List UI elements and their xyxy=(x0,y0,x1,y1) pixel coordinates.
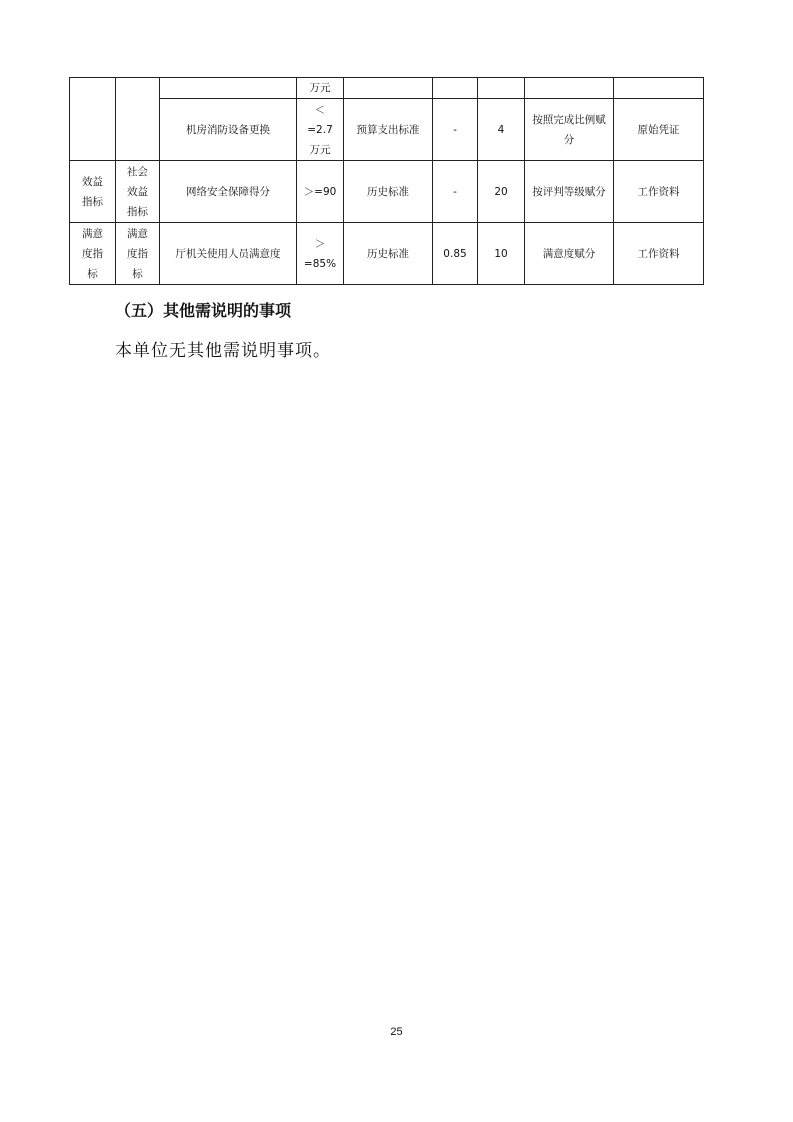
table-row xyxy=(70,78,704,99)
source-cell: 工作资料 xyxy=(614,161,704,223)
indicator-cell: 机房消防设备更换 xyxy=(160,99,297,161)
standard-cell: 历史标准 xyxy=(344,223,433,285)
baseline-cell xyxy=(433,78,478,99)
performance-indicator-table xyxy=(69,77,704,285)
subcategory-cell: 满意 度指 标 xyxy=(116,223,160,285)
table-row xyxy=(70,223,704,285)
subcategory-cell xyxy=(116,78,160,161)
section-body-text: 本单位无其他需说明事项。 xyxy=(115,341,331,361)
target-cell: ＞ =85% xyxy=(297,223,344,285)
method-cell: 按照完成比例赋 分 xyxy=(525,99,614,161)
category-cell xyxy=(70,78,116,161)
indicator-cell xyxy=(160,78,297,99)
baseline-cell: - xyxy=(433,161,478,223)
method-cell: 满意度赋分 xyxy=(525,223,614,285)
target-cell: 万元 xyxy=(297,78,344,99)
standard-cell: 预算支出标准 xyxy=(344,99,433,161)
source-cell: 工作资料 xyxy=(614,223,704,285)
baseline-cell: - xyxy=(433,99,478,161)
source-cell: 原始凭证 xyxy=(614,99,704,161)
standard-cell: 历史标准 xyxy=(344,161,433,223)
category-cell: 满意 度指 标 xyxy=(70,223,116,285)
table-row xyxy=(70,161,704,223)
table-row xyxy=(70,99,704,161)
indicator-cell: 厅机关使用人员满意度 xyxy=(160,223,297,285)
weight-cell: 20 xyxy=(478,161,525,223)
weight-cell xyxy=(478,78,525,99)
section-heading: （五）其他需说明的事项 xyxy=(115,301,292,320)
method-cell: 按评判等级赋分 xyxy=(525,161,614,223)
indicator-cell: 网络安全保障得分 xyxy=(160,161,297,223)
standard-cell xyxy=(344,78,433,99)
target-cell: ＜ =2.7 万元 xyxy=(297,99,344,161)
weight-cell: 4 xyxy=(478,99,525,161)
category-cell: 效益 指标 xyxy=(70,161,116,223)
target-cell: ＞=90 xyxy=(297,161,344,223)
source-cell xyxy=(614,78,704,99)
weight-cell: 10 xyxy=(478,223,525,285)
page-number: 25 xyxy=(390,1026,403,1038)
method-cell xyxy=(525,78,614,99)
baseline-cell: 0.85 xyxy=(433,223,478,285)
subcategory-cell: 社会 效益 指标 xyxy=(116,161,160,223)
